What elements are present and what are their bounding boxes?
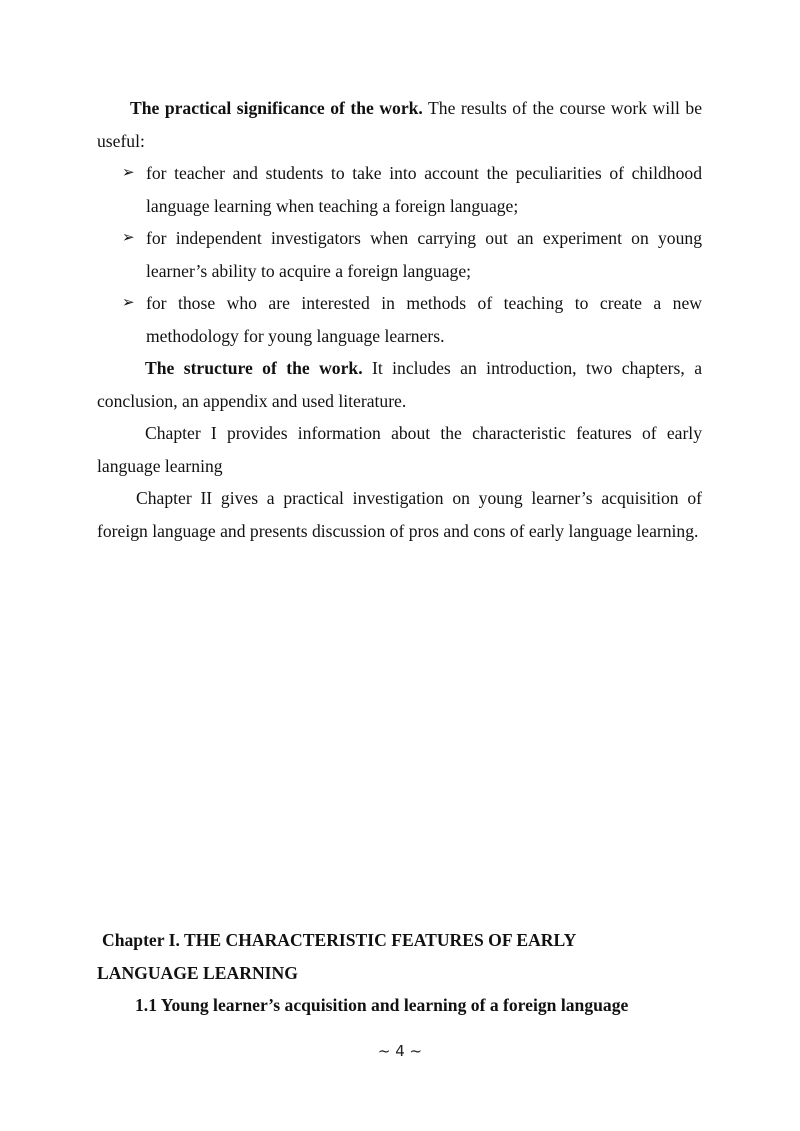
list-item [122, 222, 702, 287]
list-item [122, 157, 702, 222]
bullet-text: for those who are interested in methods of teaching to create a new methodology for young language learners. [146, 293, 702, 346]
section-heading: 1.1 Young learner’s acquisition and learning of a foreign language [135, 995, 629, 1015]
arrow-bullet-icon: ➢ [122, 295, 135, 311]
practical-significance-paragraph [97, 92, 702, 157]
bullet-text: for independent investigators when carrying out an experiment on young learner’s ability to acquire a foreign language; [146, 228, 702, 281]
chapter-one-description: Chapter I provides information about the characteristic features of early language learning [97, 423, 702, 476]
bullet-text: for teacher and students to take into account the peculiarities of childhood language learning when teaching a foreign language; [146, 163, 702, 216]
arrow-bullet-icon: ➢ [122, 230, 135, 246]
list-item [122, 287, 702, 352]
practical-significance-lead: The practical significance of the work. [130, 98, 423, 118]
arrow-bullet-icon: ➢ [122, 165, 135, 181]
chapter-heading: Chapter I. THE CHARACTERISTIC FEATURES OF EARLY LANGUAGE LEARNING [97, 930, 576, 983]
chapter-two-description: Chapter II gives a practical investigation on young learner’s acquisition of foreign language and presents discussion of pros and cons of early language learning. [97, 488, 702, 541]
page-number: ~ 4 ~ [377, 1042, 423, 1060]
structure-lead: The structure of the work. [145, 358, 363, 378]
structure-paragraph [97, 352, 702, 417]
structure-text: It includes an introduction, two chapters, a conclusion, an appendix and used literature. [97, 358, 702, 411]
usefulness-bullet-list [122, 157, 702, 352]
practical-significance-text: The results of the course work will be useful: [97, 98, 703, 151]
